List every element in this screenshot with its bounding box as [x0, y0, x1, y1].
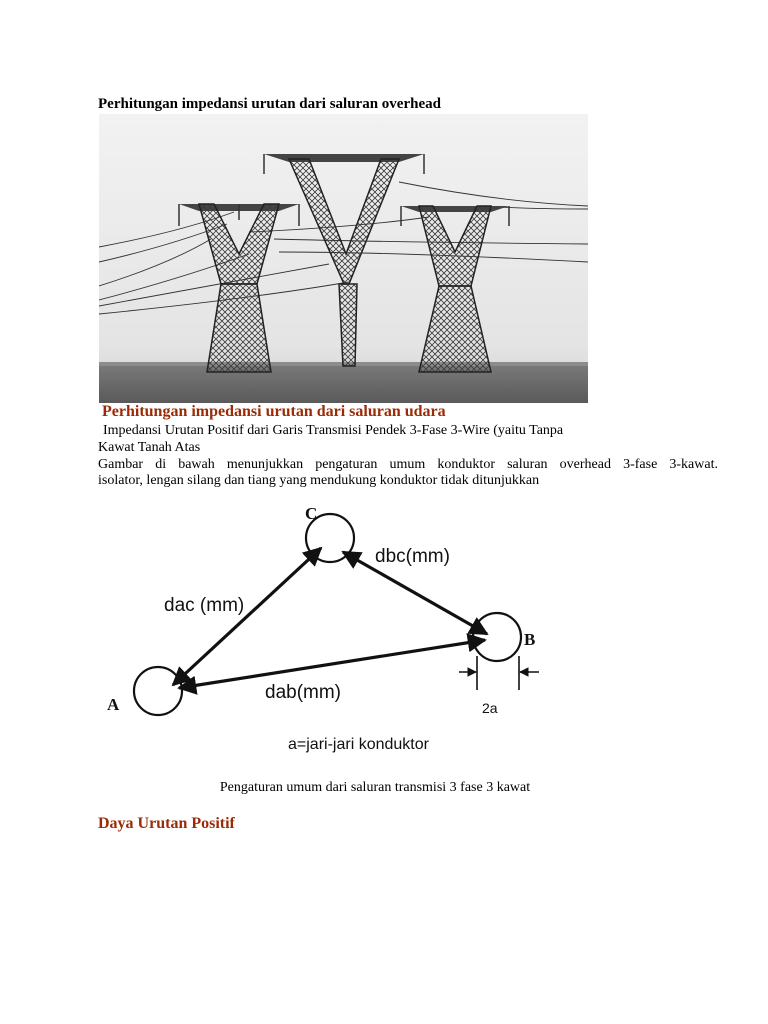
transmission-towers-photo: [99, 114, 588, 403]
label-b: B: [524, 630, 536, 649]
label-2a: 2a: [482, 700, 498, 716]
paragraph-line-1: Gambar di bawah menunjukkan pengaturan umum konduktor saluran overhead 3-fase 3-kawat.: [98, 457, 718, 472]
paragraph-line-2: isolator, lengan silang dan tiang yang mendukung konduktor tidak ditunjukkan: [98, 473, 540, 488]
conductor-arrangement-diagram: [99, 492, 566, 762]
label-dab: dab(mm): [265, 682, 342, 703]
section-heading: Perhitungan impedansi urutan dari saluran udara: [102, 403, 446, 420]
subheading-line-1: Impedansi Urutan Positif dari Garis Transmisi Pendek 3-Fase 3-Wire (yaitu Tanpa: [103, 423, 564, 438]
label-dbc: dbc(mm): [375, 546, 450, 567]
next-section-heading: Daya Urutan Positif: [98, 815, 235, 832]
page-title: Perhitungan impedansi urutan dari saluran overhead: [98, 96, 441, 112]
subheading-line-2: Kawat Tanah Atas: [98, 440, 201, 455]
figure-caption: Pengaturan umum dari saluran transmisi 3 fase 3 kawat: [219, 780, 531, 795]
label-c: C: [305, 504, 318, 523]
radius-note: a=jari-jari konduktor: [288, 736, 429, 753]
label-a: A: [107, 695, 120, 714]
label-dac: dac (mm): [164, 595, 245, 616]
